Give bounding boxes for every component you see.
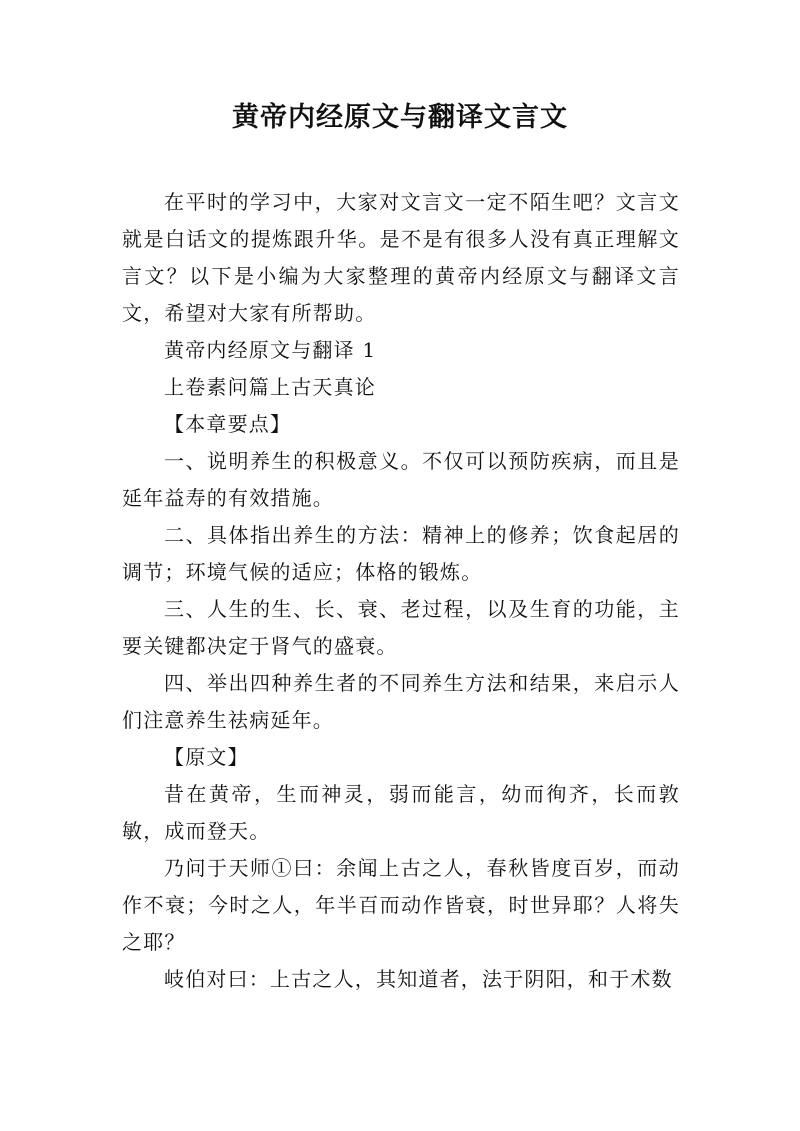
original-paragraph-1: 昔在黄帝，生而神灵，弱而能言，幼而徇齐，长而敦敏，成而登天。	[122, 782, 680, 843]
document-body	[122, 184, 680, 998]
chapter-title: 上卷素问篇上古天真论	[164, 375, 376, 399]
key-point-4: 四、举出四种养生者的不同养生方法和结果，来启示人们注意养生祛病延年。	[122, 671, 680, 732]
original-paragraph-2: 乃问于天师①曰：余闻上古之人，春秋皆度百岁，而动作不衰；今时之人，年半百而动作皆衰，时世异耶？人将失之耶？	[122, 856, 680, 954]
intro-paragraph: 在平时的学习中，大家对文言文一定不陌生吧？文言文就是白话文的提炼跟升华。是不是有很多人没有真正理解文言文？以下是小编为大家整理的黄帝内经原文与翻译文言文，希望对大家有所帮助。	[122, 190, 680, 325]
original-paragraph-3: 岐伯对曰：上古之人，其知道者，法于阴阳，和于术数	[164, 967, 673, 991]
original-text-heading: 【原文】	[164, 745, 249, 769]
key-point-1: 一、说明养生的积极意义。不仅可以预防疾病，而且是延年益寿的有效措施。	[122, 449, 680, 510]
key-points-heading: 【本章要点】	[164, 412, 292, 436]
section-heading: 黄帝内经原文与翻译 1	[164, 338, 377, 362]
key-point-2: 二、具体指出养生的方法：精神上的修养；饮食起居的调节；环境气候的适应；体格的锻炼。	[122, 523, 680, 584]
key-point-3: 三、人生的生、长、衰、老过程，以及生育的功能，主要关键都决定于肾气的盛衰。	[122, 597, 680, 658]
document-title: 黄帝内经原文与翻译文言文	[232, 102, 568, 133]
